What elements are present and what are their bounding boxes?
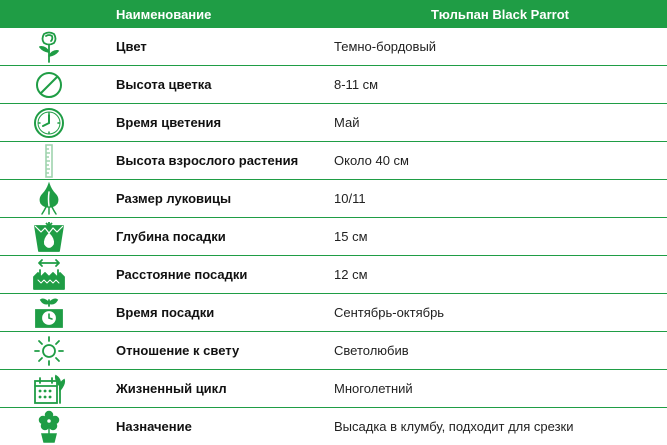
- flower-diameter-icon: [32, 68, 66, 102]
- row-value: Темно-бордовый: [333, 28, 667, 66]
- row-value: 12 см: [333, 256, 667, 294]
- row-name: Жизненный цикл: [97, 370, 333, 408]
- clock-icon: [32, 106, 66, 140]
- header-icon-column: [0, 0, 97, 28]
- row-name: Цвет: [97, 28, 333, 66]
- table-row: [0, 408, 667, 445]
- row-value: Многолетний: [333, 370, 667, 408]
- table-row: [0, 294, 667, 332]
- potted-flower-icon: [32, 410, 66, 444]
- table-row: [0, 256, 667, 294]
- sun-icon: [32, 334, 66, 368]
- row-name: Высота взрослого растения: [97, 142, 333, 180]
- row-value: Сентябрь-октябрь: [333, 294, 667, 332]
- row-name: Размер луковицы: [97, 180, 333, 218]
- table-row: [0, 142, 667, 180]
- row-name: Время посадки: [97, 294, 333, 332]
- planting-depth-icon: [32, 220, 66, 254]
- table-row: [0, 370, 667, 408]
- header-name-column: Наименование: [97, 0, 333, 28]
- table-row: [0, 104, 667, 142]
- header-value-column: Тюльпан Black Parrot: [333, 0, 667, 28]
- bulb-icon: [32, 182, 66, 216]
- table-row: [0, 218, 667, 256]
- table-row: [0, 332, 667, 370]
- row-name: Высота цветка: [97, 66, 333, 104]
- row-name: Глубина посадки: [97, 218, 333, 256]
- ruler-icon: [32, 144, 66, 178]
- table-row: [0, 66, 667, 104]
- row-name: Расстояние посадки: [97, 256, 333, 294]
- row-value: 8-11 см: [333, 66, 667, 104]
- table-header: [0, 0, 667, 28]
- row-name: Отношение к свету: [97, 332, 333, 370]
- row-value: 10/11: [333, 180, 667, 218]
- table-row: [0, 180, 667, 218]
- planting-distance-icon: [32, 258, 66, 292]
- row-value: Светолюбив: [333, 332, 667, 370]
- table-row: [0, 28, 667, 66]
- row-name: Назначение: [97, 408, 333, 445]
- row-value: 15 см: [333, 218, 667, 256]
- row-value: Высадка в клумбу, подходит для срезки: [333, 408, 667, 445]
- row-value: Около 40 см: [333, 142, 667, 180]
- calendar-plant-icon: [32, 372, 66, 406]
- planting-time-icon: [32, 296, 66, 330]
- row-name: Время цветения: [97, 104, 333, 142]
- rose-icon: [32, 30, 66, 64]
- row-value: Май: [333, 104, 667, 142]
